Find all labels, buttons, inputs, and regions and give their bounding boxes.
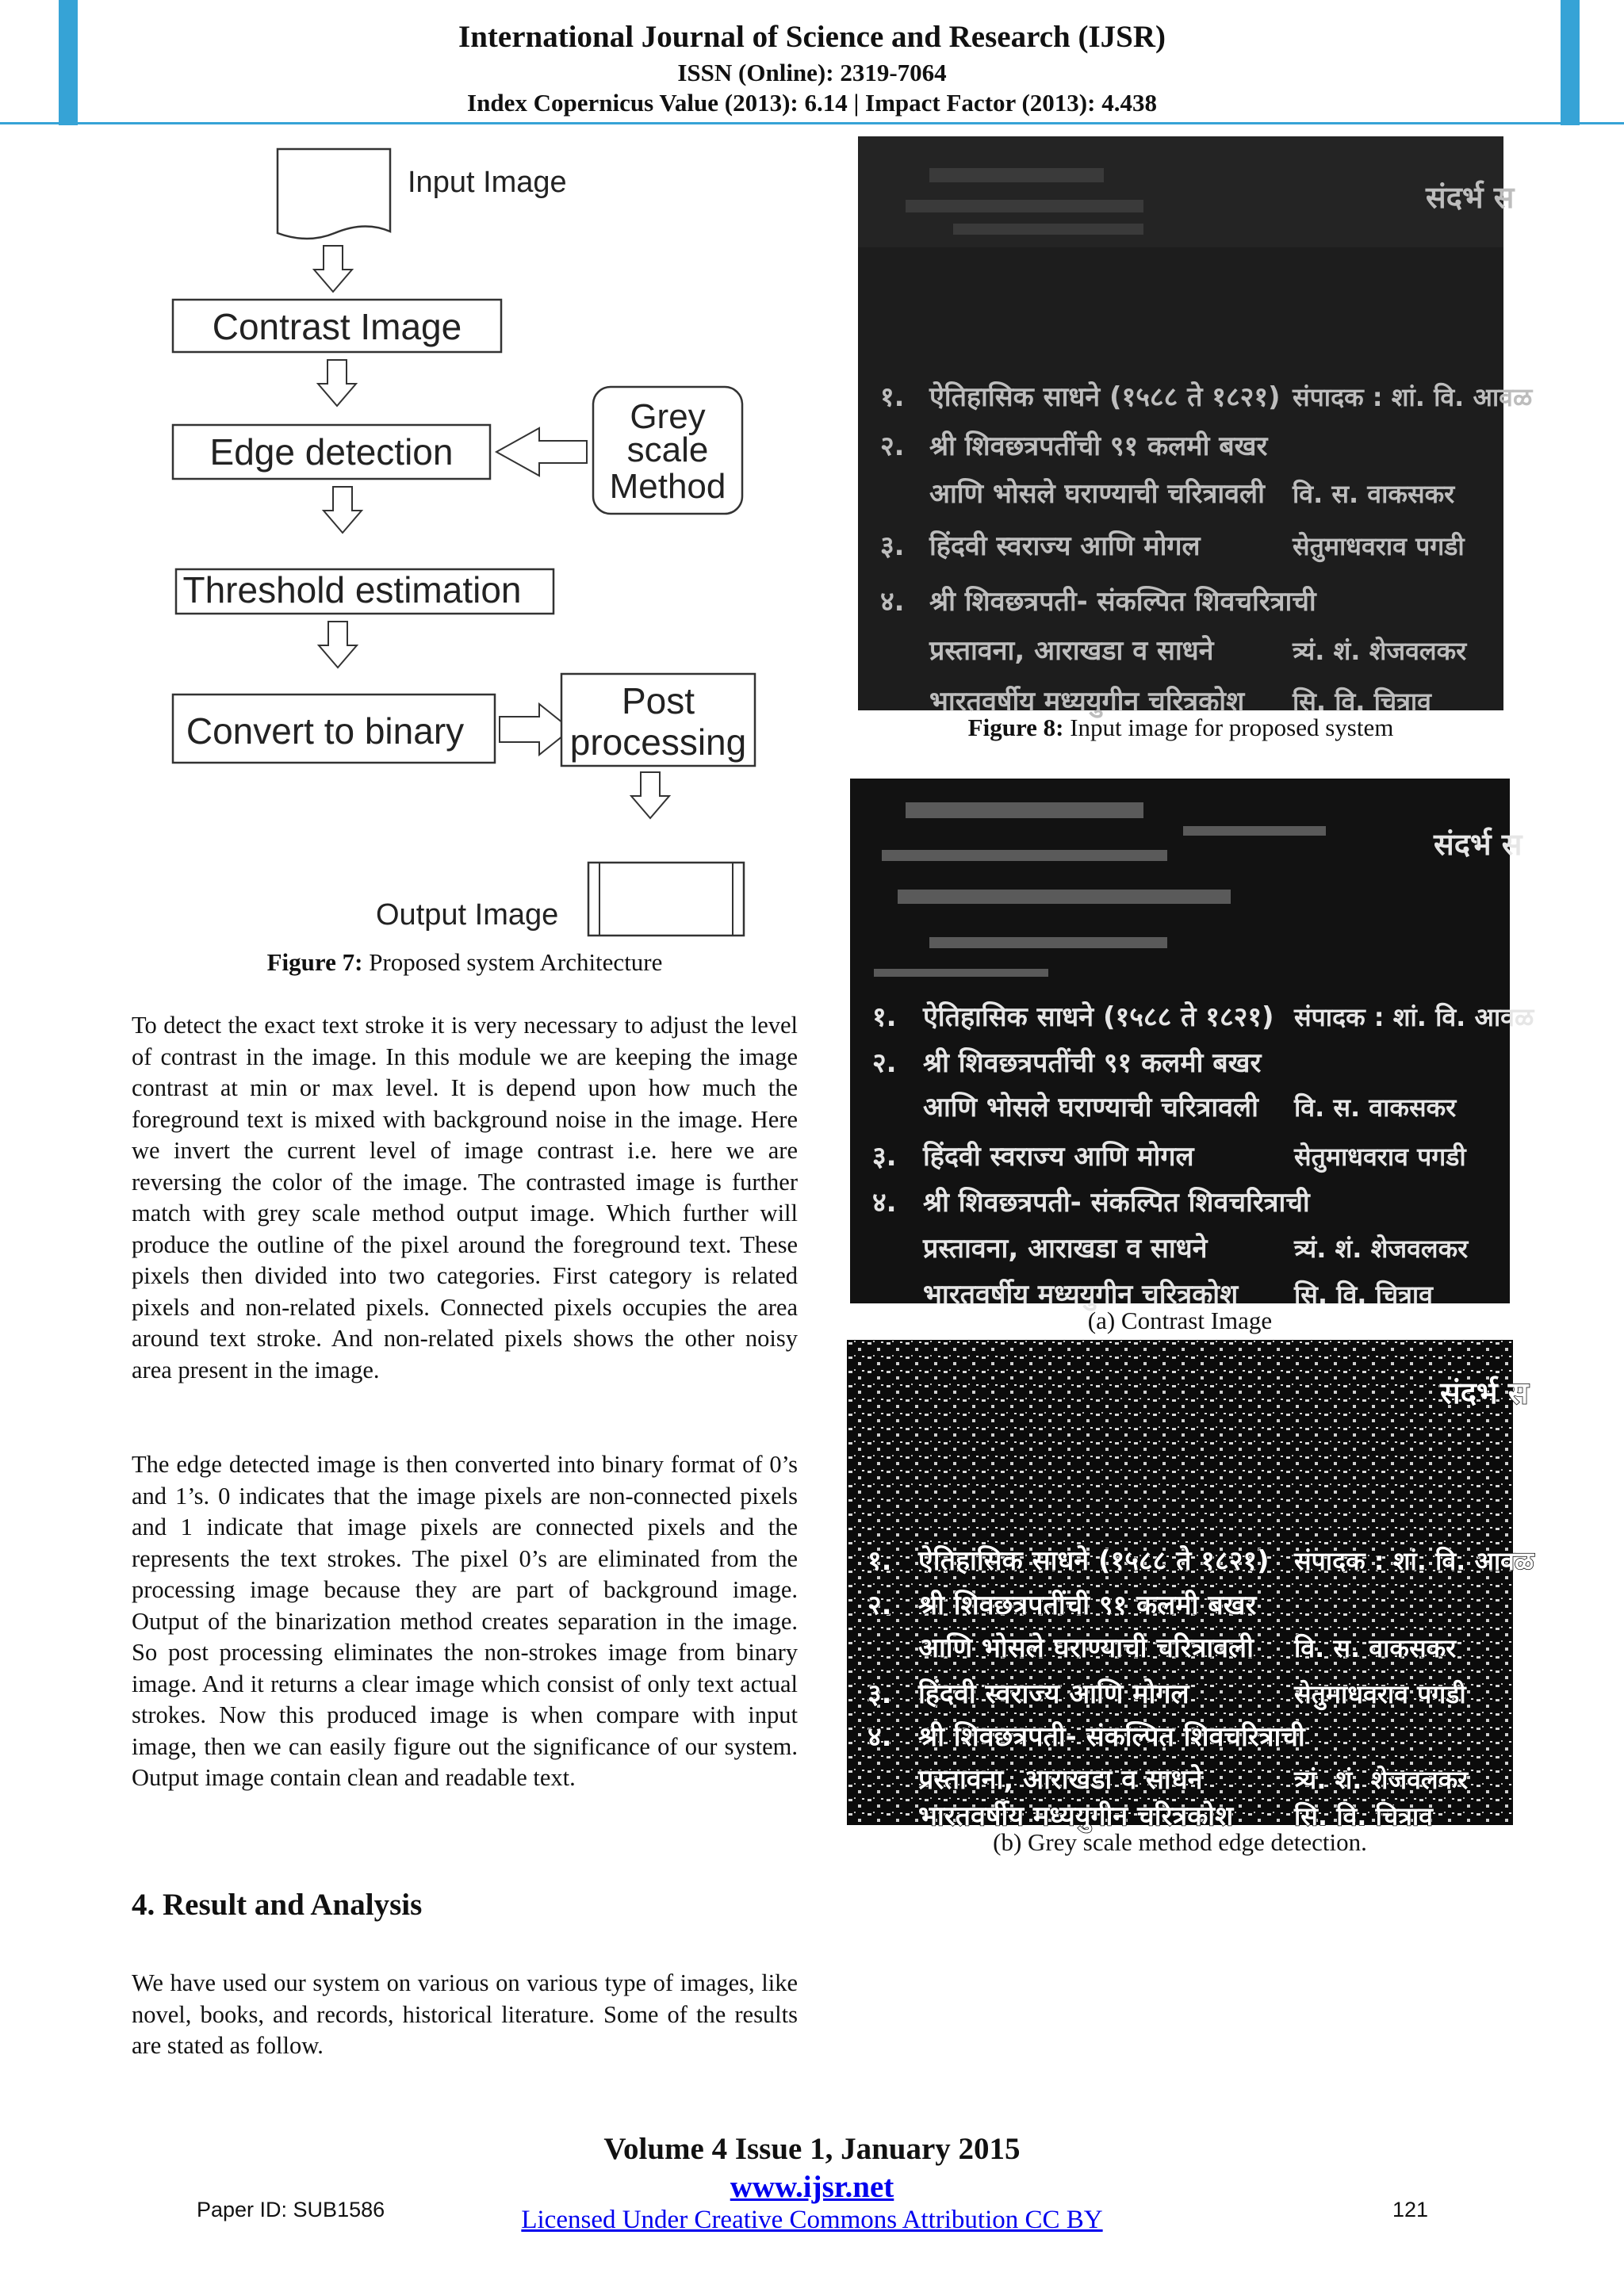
svg-text:३.: ३.: [880, 530, 905, 562]
left-arrow-shape: [496, 428, 587, 476]
svg-text:श्री शिवछत्रपतींची ९१ कलमी बखर: श्री शिवछत्रपतींची ९१ कलमी बखर: [923, 1047, 1262, 1079]
journal-issn: ISSN (Online): 2319-7064: [677, 59, 947, 86]
svg-text:संदर्भ स: संदर्भ स: [1434, 827, 1522, 862]
output-image-label: Output Image: [376, 898, 559, 932]
svg-text:सि. वि. चित्राव: सि. वि. चित्राव: [1294, 1280, 1433, 1310]
grey-scale-label-1: Grey: [630, 397, 706, 436]
svg-text:श्री शिवछत्रपतींची ९१ कलमी बखर: श्री शिवछत्रपतींची ९१ कलमी बखर: [918, 1590, 1257, 1621]
svg-text:श्री शिवछत्रपती- संकल्पित शिवच: श्री शिवछत्रपती- संकल्पित शिवचरित्राची: [929, 586, 1316, 618]
svg-text:वि. स. वाकसकर: वि. स. वाकसकर: [1294, 1093, 1457, 1123]
svg-text:श्री शिवछत्रपती- संकल्पित शिवच: श्री शिवछत्रपती- संकल्पित शिवचरित्राची: [918, 1721, 1305, 1753]
threshold-estimation-label: Threshold estimation: [182, 569, 522, 610]
svg-text:संदर्भ स: संदर्भ स: [1440, 1376, 1529, 1410]
output-image-box: [588, 863, 744, 936]
contrast-image-label: Contrast Image: [212, 306, 462, 347]
svg-text:ऐतिहासिक साधने (१५८८ ते १८२१): ऐतिहासिक साधने (१५८८ ते १८२१): [918, 1545, 1270, 1577]
post-processing-label-2: processing: [569, 721, 747, 763]
svg-text:भारतवर्षीय मध्ययुगीन चरित्रकोश: भारतवर्षीय मध्ययुगीन चरित्रकोश: [918, 1800, 1234, 1832]
svg-text:प्रस्तावना, आराखडा व साधने: प्रस्तावना, आराखडा व साधने: [929, 635, 1214, 667]
svg-text:वि. स. वाकसकर: वि. स. वाकसकर: [1293, 479, 1455, 509]
svg-text:२.: २.: [880, 430, 905, 462]
edge-detection-label: Edge detection: [209, 431, 454, 473]
svg-text:१.: १.: [872, 1001, 897, 1033]
svg-text:संपादक : शां. वि. आवळ: संपादक : शां. वि. आवळ: [1294, 1002, 1534, 1032]
post-processing-label-1: Post: [621, 680, 695, 721]
grey-scale-label-2: scale: [626, 430, 709, 469]
figure-8-caption: [858, 714, 1503, 742]
figure-8-label: Figure 8:: [967, 714, 1064, 741]
footer-website-link[interactable]: www.ijsr.net: [730, 2170, 894, 2204]
svg-text:२.: २.: [872, 1047, 897, 1079]
paragraph-contrast-module: To detect the exact text stroke it is very necessary to adjust the level of contrast in the image. In this module we are keeping the image contrast at min or max level. It is depend upon how much the foreground text is mixed with background noise in the image. Here we invert the current level of image contrast i.e. here we are reversing the color of the image. The contrasted image is further match with grey scale method output image. Which further will produce the outline of the pixel around the foreground text. These pixels then divided into two categories. First category is related pixels and non-related pixels. Connected pixels occupies the area around text stroke. And non-related pixels shows the other noisy area present in the image.: [132, 1012, 798, 1383]
footer-page-number: 121: [1392, 2198, 1429, 2221]
svg-text:प्रस्तावना, आराखडा व साधने: प्रस्तावना, आराखडा व साधने: [923, 1233, 1208, 1265]
svg-text:३.: ३.: [868, 1678, 892, 1710]
svg-text:ऐतिहासिक साधने (१५८८ ते १८२१): ऐतिहासिक साधने (१५८८ ते १८२१): [923, 1001, 1274, 1033]
svg-text:श्री शिवछत्रपतींची ९१ कलमी बखर: श्री शिवछत्रपतींची ९१ कलमी बखर: [929, 430, 1268, 462]
svg-text:४.: ४.: [880, 586, 905, 618]
journal-title: International Journal of Science and Research (IJSR): [458, 20, 1166, 54]
contrast-image-scan: [850, 779, 1534, 1311]
svg-text:आणि भोसले घराण्याची चरित्रावली: आणि भोसले घराण्याची चरित्रावली: [929, 478, 1265, 510]
figure-7-caption: [132, 948, 798, 977]
right-arrow-shape: [500, 704, 571, 755]
footer-license-link[interactable]: Licensed Under Creative Commons Attribution CC BY: [521, 2206, 1103, 2234]
subfigure-a-caption: (a) Contrast Image: [1087, 1307, 1273, 1334]
svg-text:सेतुमाधवराव पगडी: सेतुमाधवराव पगडी: [1294, 1142, 1466, 1172]
svg-text:ऐतिहासिक साधने (१५८८ ते १८२१): ऐतिहासिक साधने (१५८८ ते १८२१): [929, 381, 1281, 413]
svg-text:सेतुमाधवराव पगडी: सेतुमाधवराव पगडी: [1293, 531, 1465, 561]
svg-text:संदर्भ स: संदर्भ स: [1426, 180, 1515, 215]
input-image-scan: [858, 136, 1533, 718]
footer-paper-id: Paper ID: SUB1586: [197, 2198, 385, 2221]
grey-scale-label-3: Method: [609, 467, 726, 506]
svg-text:४.: ४.: [872, 1187, 897, 1219]
svg-text:३.: ३.: [872, 1141, 897, 1173]
figure-7-text: Proposed system Architecture: [362, 948, 663, 976]
svg-text:त्र्यं. शं. शेजवलकर: त्र्यं. शं. शेजवलकर: [1294, 1234, 1469, 1264]
convert-to-binary-label: Convert to binary: [186, 710, 465, 752]
footer-volume: Volume 4 Issue 1, January 2015: [603, 2132, 1021, 2166]
svg-text:हिंदवी स्वराज्य आणि मोगल: हिंदवी स्वराज्य आणि मोगल: [929, 530, 1201, 562]
subfigure-b-caption: (b) Grey scale method edge detection.: [993, 1828, 1367, 1856]
figure-8-text: Input image for proposed system: [1063, 714, 1394, 741]
svg-text:१.: १.: [868, 1545, 892, 1577]
svg-text:संपादक : शां. वि. आवळ: संपादक : शां. वि. आवळ: [1293, 382, 1533, 412]
svg-text:हिंदवी स्वराज्य आणि मोगल: हिंदवी स्वराज्य आणि मोगल: [918, 1678, 1189, 1710]
svg-text:४.: ४.: [868, 1721, 892, 1753]
svg-text:वि. स. वाकसकर: वि. स. वाकसकर: [1294, 1633, 1457, 1663]
svg-text:प्रस्तावना, आराखडा व साधने: प्रस्तावना, आराखडा व साधने: [918, 1764, 1203, 1796]
svg-text:भारतवर्षीय मध्ययुगीन चरित्रकोश: भारतवर्षीय मध्ययुगीन चरित्रकोश: [929, 686, 1245, 718]
svg-text:सि. वि. चित्राव: सि. वि. चित्राव: [1293, 687, 1431, 717]
section-heading-result-analysis: 4. Result and Analysis: [132, 1888, 423, 1922]
svg-text:त्र्यं. शं. शेजवलकर: त्र्यं. शं. शेजवलकर: [1293, 636, 1467, 666]
system-architecture-diagram: [127, 135, 777, 943]
svg-text:भारतवर्षीय मध्ययुगीन चरित्रकोश: भारतवर्षीय मध्ययुगीन चरित्रकोश: [923, 1279, 1239, 1311]
figure-7-label: Figure 7:: [266, 948, 363, 976]
svg-text:श्री शिवछत्रपती- संकल्पित शिवच: श्री शिवछत्रपती- संकल्पित शिवचरित्राची: [923, 1187, 1310, 1219]
svg-text:हिंदवी स्वराज्य आणि मोगल: हिंदवी स्वराज्य आणि मोगल: [923, 1141, 1194, 1173]
paragraph-results-intro: We have used our system on various on various type of images, like novel, books, and records, historical literature. Some of the results are stated as follow.: [132, 1969, 798, 2059]
input-document-shape: [278, 149, 390, 239]
header-rule: [0, 122, 1624, 124]
svg-text:त्र्यं. शं. शेजवलकर: त्र्यं. शं. शेजवलकर: [1294, 1765, 1469, 1795]
svg-text:२.: २.: [868, 1590, 892, 1621]
journal-index: Index Copernicus Value (2013): 6.14 | Impact Factor (2013): 4.438: [467, 89, 1157, 117]
svg-text:सेतुमाधवराव पगडी: सेतुमाधवराव पगडी: [1294, 1679, 1466, 1709]
svg-text:१.: १.: [880, 381, 905, 413]
svg-text:आणि भोसले घराण्याची चरित्रावली: आणि भोसले घराण्याची चरित्रावली: [918, 1632, 1254, 1664]
paragraph-binary-conversion: The edge detected image is then converted into binary format of 0’s and 1’s. 0 indicates that the image pixels are non-connected pixels and 1 indicate that image pixels are connected pixels and the represents the text strokes. The pixel 0’s are eliminated from the processing image because they are part of background image. Output of the binarization method creates separation in the image. So post processing eliminates the non-strokes image from binary image. And it returns a clear image which consist of only text actual strokes. Now this produced image is when compare with input image, then we can easily figure out the significance of our system. Output image contain clean and readable text.: [132, 1451, 798, 1791]
svg-text:सि. वि. चित्राव: सि. वि. चित्राव: [1294, 1801, 1433, 1831]
edge-detection-image-scan: [847, 1340, 1534, 1832]
input-image-label: Input Image: [408, 166, 567, 199]
svg-text:आणि भोसले घराण्याची चरित्रावली: आणि भोसले घराण्याची चरित्रावली: [923, 1092, 1258, 1123]
svg-text:संपादक : शां. वि. आवळ: संपादक : शां. वि. आवळ: [1294, 1546, 1534, 1576]
